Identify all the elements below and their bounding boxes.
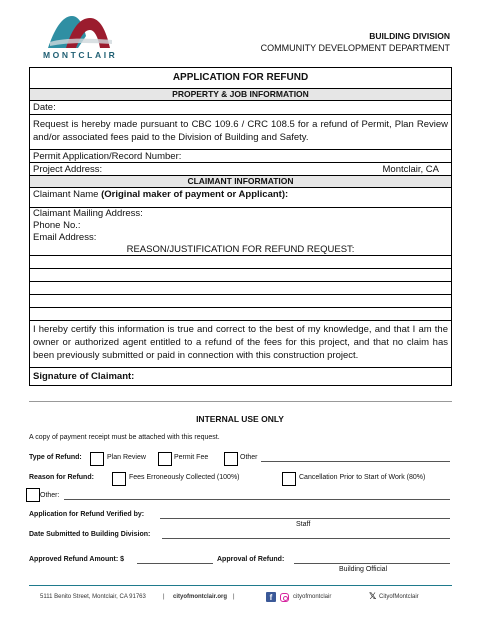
- cancellation-checkbox[interactable]: [282, 472, 296, 486]
- permit-number-field[interactable]: [30, 150, 451, 163]
- permit-label: Permit Application/Record Number:: [33, 151, 182, 162]
- other-type-line[interactable]: [261, 461, 450, 462]
- phone-field[interactable]: [30, 220, 451, 232]
- submitted-label-text: Date Submitted to Building Division: [29, 531, 148, 538]
- other-reason-line[interactable]: [64, 499, 450, 500]
- x-twitter-icon[interactable]: 𝕏: [369, 591, 377, 601]
- approval-line[interactable]: [294, 563, 450, 564]
- reason-line[interactable]: [30, 269, 451, 282]
- claimant-section-header: CLAIMANT INFORMATION: [30, 176, 451, 188]
- social-handle[interactable]: cityofmontclair: [293, 594, 332, 600]
- other-reason-label: Other:: [40, 492, 60, 499]
- footer-website[interactable]: cityofmontclair.org: [173, 594, 228, 600]
- reason-line[interactable]: [30, 295, 451, 308]
- building-official-caption: Building Official: [339, 566, 388, 573]
- staff-caption: Staff: [296, 521, 311, 528]
- project-address-field[interactable]: [30, 163, 451, 176]
- email-field[interactable]: [30, 232, 451, 244]
- date-field[interactable]: [30, 101, 451, 115]
- type-label-text: Type of Refund: [29, 454, 80, 461]
- cancellation-label: Cancellation Prior to Start of Work (80%): [299, 474, 426, 481]
- other-type-checkbox[interactable]: [224, 452, 238, 466]
- receipt-note: A copy of payment receipt must be attached with this request.: [29, 434, 220, 441]
- x-handle[interactable]: CityofMontclair: [379, 594, 419, 600]
- reason-line[interactable]: [30, 256, 451, 269]
- verified-by-label: Application for Refund Verified by:: [29, 511, 145, 518]
- claimant-name-label: Claimant Name: [33, 189, 99, 200]
- verified-by-line[interactable]: [160, 518, 450, 519]
- logo-wordmark: MONTCLAIR: [43, 50, 118, 60]
- facebook-icon[interactable]: f: [266, 592, 276, 602]
- mailing-label: Claimant Mailing Address:: [33, 208, 143, 219]
- approval-label-text: Approval of Refund: [217, 556, 282, 563]
- footer-separator: |: [233, 594, 235, 600]
- division-name: BUILDING DIVISION: [369, 31, 450, 41]
- signature-field[interactable]: [30, 368, 451, 385]
- signature-label: Signature of Claimant:: [33, 371, 135, 382]
- form-title: APPLICATION FOR REFUND: [30, 68, 451, 89]
- reason-line[interactable]: [30, 282, 451, 295]
- verified-label-text: Application for Refund Verified by: [29, 511, 142, 518]
- refund-application-form: [29, 67, 452, 386]
- other-type-label: Other: [240, 454, 258, 461]
- reason-line[interactable]: [30, 308, 451, 321]
- claimant-name-field[interactable]: [30, 188, 451, 208]
- instagram-icon[interactable]: [280, 593, 289, 602]
- permit-fee-checkbox[interactable]: [158, 452, 172, 466]
- address-label: Project Address:: [33, 164, 103, 175]
- fees-erroneous-checkbox[interactable]: [112, 472, 126, 486]
- logo-mountains-icon: [40, 8, 120, 52]
- footer-address: 5111 Benito Street, Montclair, CA 91763: [40, 594, 146, 600]
- permit-fee-label: Permit Fee: [174, 454, 209, 461]
- department-name: COMMUNITY DEVELOPMENT DEPARTMENT: [260, 43, 450, 53]
- date-submitted-line[interactable]: [162, 538, 450, 539]
- date-label: Date:: [33, 102, 56, 113]
- phone-label: Phone No.:: [33, 220, 81, 231]
- internal-use-title: INTERNAL USE ONLY: [196, 414, 284, 424]
- reason-label-text: Reason for Refund: [29, 474, 92, 481]
- footer-separator: |: [163, 594, 165, 600]
- approval-label: Approval of Refund:: [217, 556, 285, 563]
- reason-for-refund-label: Reason for Refund:: [29, 474, 94, 481]
- request-statement: Request is hereby made pursuant to CBC 109.6 / CRC 108.5 for a refund of Permit, Plan Review and/or associated fees paid to the Division of Building and Safety.: [30, 115, 451, 150]
- email-label: Email Address:: [33, 232, 97, 243]
- approved-amount-line[interactable]: [137, 563, 213, 564]
- fees-erroneous-label: Fees Erroneously Collected (100%): [129, 474, 240, 481]
- type-of-refund-label: Type of Refund:: [29, 454, 82, 461]
- address-city: Montclair, CA: [382, 164, 439, 175]
- reason-header: REASON/JUSTIFICATION FOR REFUND REQUEST:: [30, 244, 451, 256]
- mailing-address-field[interactable]: [30, 208, 451, 220]
- claimant-name-note: (Original maker of payment or Applicant):: [101, 189, 289, 200]
- approved-amount-label: Approved Refund Amount: $: [29, 556, 125, 563]
- section-divider: [29, 401, 452, 402]
- footer-divider: [29, 585, 452, 586]
- certification-statement: I hereby certify this information is true and correct to the best of my knowledge, and that I am the owner or authorized agent entitled to a refund of the fees for this project, and that no claim has been previously submitted or paid in connection with this construction project.: [30, 321, 451, 368]
- property-section-header: PROPERTY & JOB INFORMATION: [30, 89, 451, 101]
- other-reason-checkbox[interactable]: [26, 488, 40, 502]
- date-submitted-label: Date Submitted to Building Division:: [29, 531, 151, 538]
- plan-review-label: Plan Review: [107, 454, 146, 461]
- plan-review-checkbox[interactable]: [90, 452, 104, 466]
